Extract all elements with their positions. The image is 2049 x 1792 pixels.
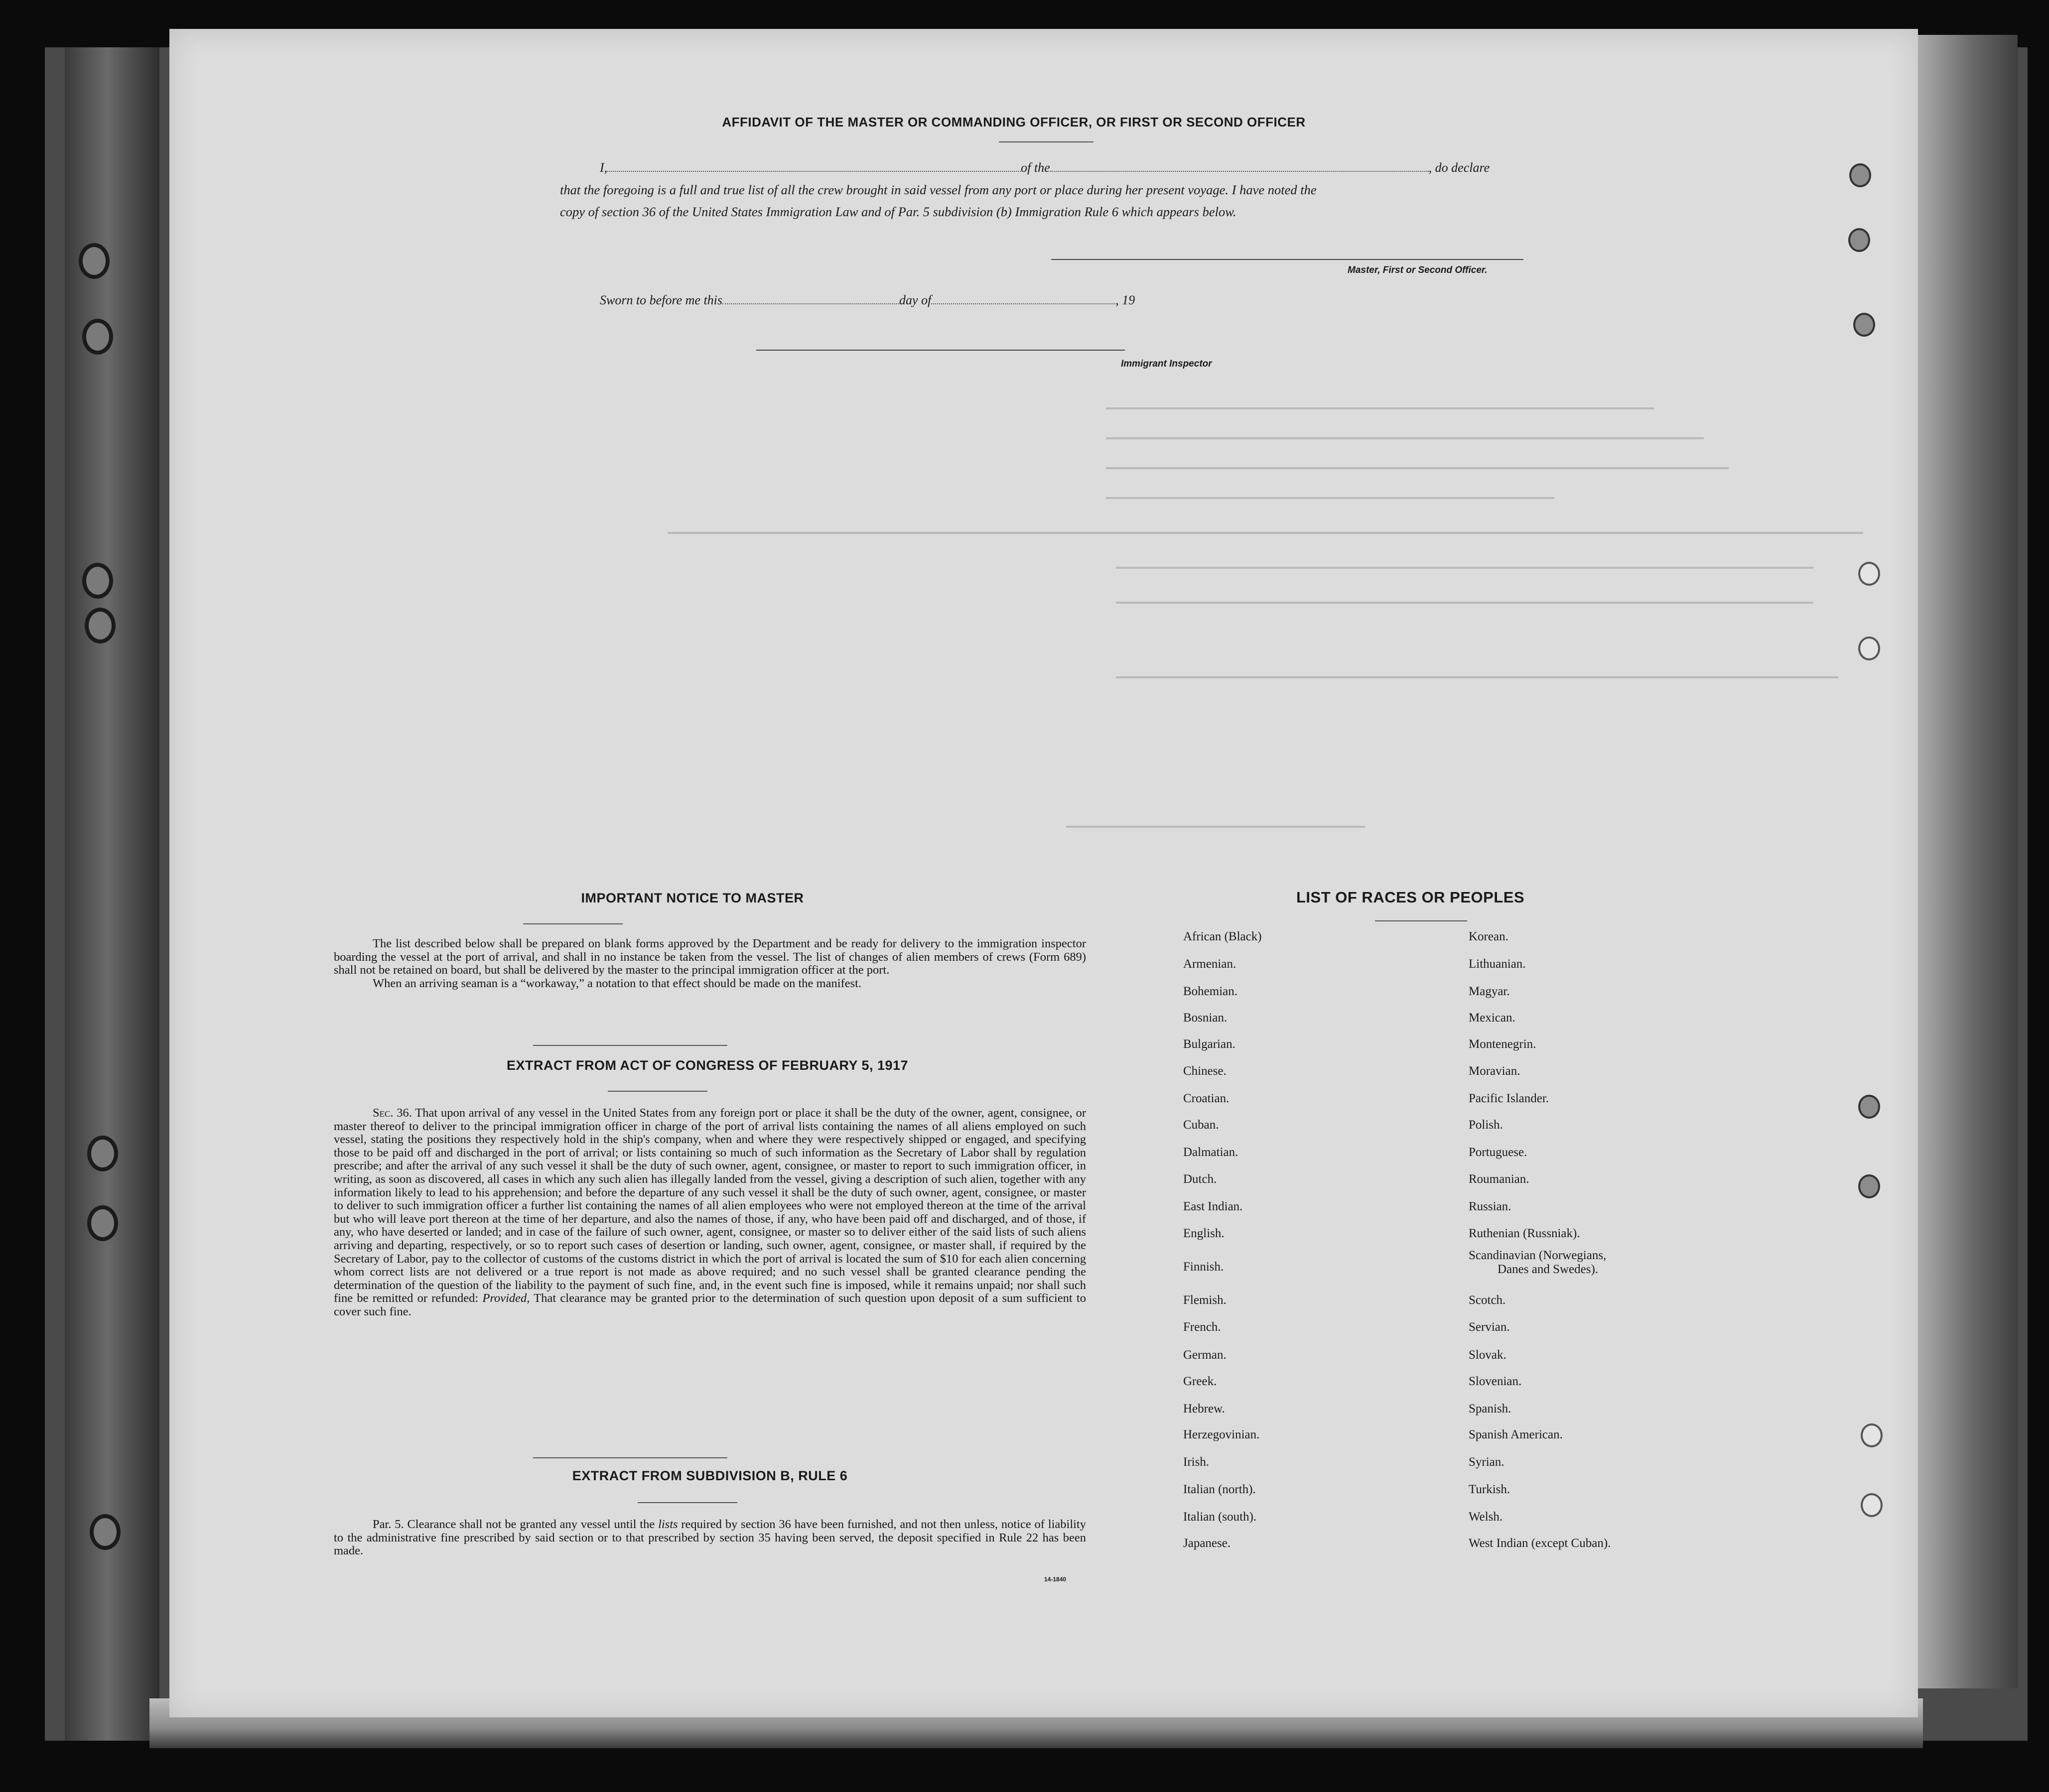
sworn-label: Sworn to before me this bbox=[600, 293, 723, 307]
race-item: Turkish. bbox=[1469, 1483, 1510, 1496]
race-item: West Indian (except Cuban). bbox=[1469, 1536, 1611, 1550]
race-item: Chinese. bbox=[1183, 1064, 1227, 1078]
day-of-label: day of bbox=[899, 293, 932, 307]
race-item: Armenian. bbox=[1183, 957, 1236, 971]
race-item: Pacific Islander. bbox=[1469, 1092, 1549, 1105]
master-signature-label: Master, First or Second Officer. bbox=[1348, 265, 1488, 275]
binder-ring bbox=[87, 1136, 118, 1171]
race-item: Bulgarian. bbox=[1183, 1037, 1235, 1051]
sworn-line bbox=[600, 293, 1135, 308]
punch-hole bbox=[1858, 1095, 1880, 1119]
race-item: Irish. bbox=[1183, 1455, 1210, 1469]
rule-text-start: Par. 5. Clearance shall not be granted any vessel until the bbox=[373, 1518, 659, 1531]
affidavit-line1 bbox=[600, 160, 1490, 175]
race-item: Montenegrin. bbox=[1469, 1037, 1536, 1051]
punch-hole bbox=[1861, 1423, 1883, 1447]
notice-body bbox=[334, 937, 1086, 990]
rule-extract-body bbox=[334, 1518, 1086, 1558]
binder-ring bbox=[82, 563, 113, 599]
race-item: Dutch. bbox=[1183, 1172, 1217, 1186]
race-item: English. bbox=[1183, 1227, 1225, 1240]
race-item: Bohemian. bbox=[1183, 985, 1238, 998]
race-item: Ruthenian (Russniak). bbox=[1469, 1227, 1580, 1240]
race-item: Herzegovinian. bbox=[1183, 1428, 1260, 1441]
act-extract-title: EXTRACT FROM ACT OF CONGRESS OF FEBRUARY 5, 1917 bbox=[506, 1058, 909, 1073]
races-left-column bbox=[1183, 930, 1432, 1603]
rule-rule bbox=[638, 1502, 737, 1503]
provided-label: Provided, bbox=[482, 1291, 530, 1305]
race-item: Slovak. bbox=[1469, 1348, 1506, 1362]
race-item: Scotch. bbox=[1469, 1293, 1506, 1307]
lists-word: lists bbox=[658, 1518, 678, 1531]
races-right-column bbox=[1469, 930, 1817, 1603]
bleed-through bbox=[1106, 497, 1554, 499]
notice-rule bbox=[523, 923, 623, 924]
races-title: LIST OF RACES OR PEOPLES bbox=[1296, 889, 1525, 906]
bleed-through bbox=[1066, 826, 1365, 828]
sworn-day-blank[interactable] bbox=[722, 294, 899, 304]
of-the-label: of the bbox=[1021, 160, 1050, 175]
binder-ring bbox=[82, 319, 113, 355]
race-item-continuation: Danes and Swedes). bbox=[1498, 1263, 1599, 1276]
race-item: Cuban. bbox=[1183, 1118, 1219, 1132]
act-extract-body bbox=[334, 1107, 1086, 1319]
race-item: Russian. bbox=[1469, 1200, 1511, 1213]
bleed-through bbox=[668, 532, 1863, 534]
inspector-signature-line[interactable] bbox=[756, 350, 1125, 351]
section-rule bbox=[533, 1045, 727, 1046]
race-item: German. bbox=[1183, 1348, 1227, 1362]
binder-ring bbox=[85, 608, 116, 643]
race-item: French. bbox=[1183, 1320, 1221, 1334]
name-blank[interactable] bbox=[607, 162, 1021, 172]
bleed-through bbox=[1106, 407, 1654, 409]
do-declare-label: , do declare bbox=[1428, 160, 1490, 175]
binder-spine bbox=[65, 47, 159, 1741]
races-rule bbox=[1375, 920, 1467, 921]
manifest-page bbox=[169, 29, 1918, 1717]
bleed-through bbox=[1116, 567, 1813, 569]
race-item: Servian. bbox=[1469, 1320, 1510, 1334]
punch-hole bbox=[1858, 637, 1880, 660]
year-label: , 19 bbox=[1115, 293, 1135, 307]
race-item: Scandinavian (Norwegians, bbox=[1469, 1249, 1607, 1262]
punch-hole bbox=[1858, 562, 1880, 586]
race-item: Welsh. bbox=[1469, 1510, 1503, 1524]
i-label: I, bbox=[600, 160, 608, 175]
race-item: Croatian. bbox=[1183, 1092, 1229, 1105]
race-item: Polish. bbox=[1469, 1118, 1503, 1132]
section-label: Sec. 36. bbox=[373, 1106, 412, 1120]
race-item: Moravian. bbox=[1469, 1064, 1520, 1078]
race-item: Lithuanian. bbox=[1469, 957, 1526, 971]
race-item: Dalmatian. bbox=[1183, 1146, 1238, 1159]
act-rule bbox=[608, 1091, 707, 1092]
race-item: Portuguese. bbox=[1469, 1146, 1527, 1159]
punch-hole bbox=[1848, 228, 1870, 252]
race-item: Magyar. bbox=[1469, 985, 1510, 998]
sworn-month-blank[interactable] bbox=[931, 294, 1115, 304]
affidavit-line3: copy of section 36 of the United States Immigration Law and of Par. 5 subdivision (b) Immigration Rule 6 which appears below. bbox=[560, 204, 1236, 219]
race-item: Italian (south). bbox=[1183, 1510, 1257, 1524]
race-item: East Indian. bbox=[1183, 1200, 1243, 1213]
punch-hole bbox=[1853, 313, 1875, 337]
binder-ring bbox=[87, 1205, 118, 1241]
punch-hole bbox=[1858, 1174, 1880, 1198]
title-rule bbox=[999, 141, 1093, 142]
race-item: Korean. bbox=[1469, 930, 1508, 943]
punch-hole bbox=[1849, 163, 1871, 187]
section-36-text: That upon arrival of any vessel in the United States from any foreign port or place it shall be the duty of the owner, agent, consignee, or master thereof to deliver to the principal immigration officer in charge of the port of arrival lists containing the names of all aliens employed on such vessel, stating the positions they respectively hold in the ship's company, when and where they were respectively shipped or engaged, and specifying those to be paid off and discharged in the port of arrival; or lists containing so much of such information as the Secretary of Labor shall by regulation prescribe; and after the arrival of any such vessel it shall be the duty of such owner, agent, consignee, or master to report to such immigration officer, in writing, as soon as discovered, all cases in which any such alien has illegally landed from the vessel, giving a description of such alien, together with any information likely to lead to his apprehension; and before the departure of any such vessel it shall be the duty of such owner, agent, consignee, or master to deliver to such immigration officer a further list containing the names of all alien employees who were not employed thereon at the time of the arrival but who will leave port thereon at the time of her departure, and also the names of those, if any, who have been paid off and discharged, and of those, if any, who have deserted or landed; and in case of the failure of such owner, agent, consignee, or master so to deliver either of the said lists of such aliens arriving and departing, respectively, or so to report such cases of desertion or landing, such owner, agent, consignee, or master shall, if required by the Secretary of Labor, pay to the collector of customs of the customs district in which the port of arrival is located the sum of $10 for each alien concerning whom correct lists are not delivered or a true report is not made as above required; and no such vessel shall be granted clearance pending the determination of the question of the liability to the payment of such fine, and, in the event such fine is imposed, while it remains unpaid; nor shall such fine be remitted or refunded: bbox=[334, 1106, 1086, 1305]
race-item: Bosnian. bbox=[1183, 1011, 1228, 1024]
race-item: Italian (north). bbox=[1183, 1483, 1256, 1496]
bleed-through bbox=[1106, 467, 1729, 469]
master-signature-line[interactable] bbox=[1051, 259, 1523, 260]
bleed-through bbox=[1116, 602, 1813, 604]
section-rule bbox=[533, 1457, 727, 1458]
affidavit-title: AFFIDAVIT OF THE MASTER OR COMMANDING OFFICER, OR FIRST OR SECOND OFFICER bbox=[722, 115, 1306, 129]
form-number: 14-1840 bbox=[1044, 1576, 1067, 1583]
binder-ring bbox=[90, 1514, 121, 1550]
punch-hole bbox=[1861, 1493, 1883, 1517]
race-item: Roumanian. bbox=[1469, 1172, 1529, 1186]
bleed-through bbox=[1106, 437, 1704, 439]
race-item: Mexican. bbox=[1469, 1011, 1515, 1024]
binder-ring bbox=[79, 243, 110, 279]
race-item: African (Black) bbox=[1183, 930, 1262, 943]
race-item: Hebrew. bbox=[1183, 1402, 1225, 1415]
race-item: Syrian. bbox=[1469, 1455, 1504, 1469]
inspector-label: Immigrant Inspector bbox=[1121, 359, 1212, 369]
rule-extract-title: EXTRACT FROM SUBDIVISION B, RULE 6 bbox=[572, 1468, 848, 1483]
section-36-text-end: That clearance may be granted prior to the determination of such question upon deposit of a sum sufficient to cover such fine. bbox=[334, 1291, 1086, 1318]
race-item: Finnish. bbox=[1183, 1260, 1224, 1274]
notice-paragraph-2: When an arriving seaman is a “workaway,” a notation to that effect should be made on the manifest. bbox=[373, 976, 862, 990]
race-item: Greek. bbox=[1183, 1375, 1217, 1388]
notice-paragraph-1: The list described below shall be prepared on blank forms approved by the Department and be ready for delivery to the immigration inspector boarding the vessel at the port of arrival, and shall in no instance be taken from the vessel. The list of changes of alien members of crews (Form 689) shall not be retained on board, but shall be delivered by the master to the principal immigration officer at the port. bbox=[334, 937, 1086, 977]
race-item: Flemish. bbox=[1183, 1293, 1227, 1307]
bleed-through bbox=[1116, 676, 1838, 678]
notice-title: IMPORTANT NOTICE TO MASTER bbox=[581, 891, 804, 905]
race-item: Slovenian. bbox=[1469, 1375, 1522, 1388]
race-item: Japanese. bbox=[1183, 1536, 1231, 1550]
rule-text-end: required by section 36 have been furnished, and not then unless, notice of liability to the administrative fine prescribed by said section or to that prescribed by section 35 having been served, the deposit specified in Rule 22 has been made. bbox=[334, 1518, 1086, 1558]
race-item: Spanish American. bbox=[1469, 1428, 1563, 1441]
affidavit-line2: that the foregoing is a full and true list of all the crew brought in said vessel from any port or place during her present voyage. I have noted the bbox=[560, 182, 1317, 197]
vessel-blank[interactable] bbox=[1050, 162, 1429, 172]
race-item: Spanish. bbox=[1469, 1402, 1511, 1415]
